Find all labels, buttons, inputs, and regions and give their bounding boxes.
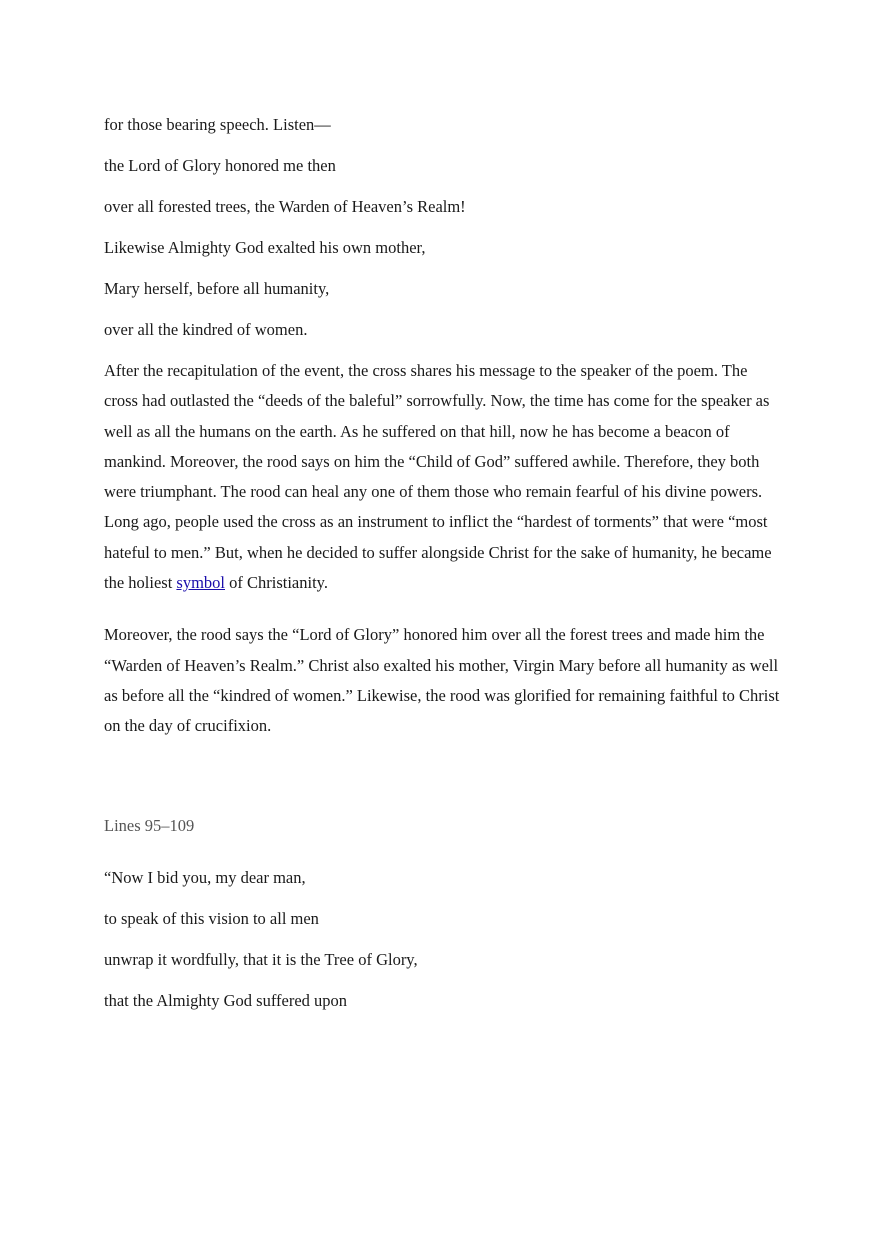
paragraph-text: of Christianity.	[225, 573, 328, 593]
analysis-paragraph-1	[104, 356, 784, 598]
verse-line: “Now I bid you, my dear man,	[104, 867, 306, 887]
section-heading: Lines 95–109	[104, 815, 195, 835]
verse-line: for those bearing speech. Listen—	[104, 115, 331, 134]
verse-line: over all the kindred of women.	[104, 320, 308, 339]
verse-line: to speak of this vision to all men	[104, 908, 319, 928]
verse-block-1	[104, 114, 784, 341]
verse-line: the Lord of Glory honored me then	[104, 156, 336, 175]
verse-line: unwrap it wordfully, that it is the Tree of Glory,	[104, 949, 418, 969]
symbol-link[interactable]: symbol	[176, 573, 225, 593]
verse-block-2	[104, 867, 784, 1012]
analysis-paragraph-2: Moreover, the rood says the “Lord of Glory” honored him over all the forest trees and made him the “Warden of Heaven’s Realm.” Christ also exalted his mother, Virgin Mary before all humanity as well as before all the “kindred of women.” Likewise, the rood was glorified for remaining faithful to Christ on the day of crucifixion.	[104, 625, 780, 736]
verse-line: Mary herself, before all humanity,	[104, 279, 330, 298]
document-page	[104, 114, 784, 1031]
verse-line: Likewise Almighty God exalted his own mother,	[104, 238, 426, 257]
verse-line: that the Almighty God suffered upon	[104, 990, 348, 1010]
verse-line: over all forested trees, the Warden of Heaven’s Realm!	[104, 197, 466, 216]
paragraph-text: After the recapitulation of the event, the cross shares his message to the speaker of the poem. The cross had outlasted the “deeds of the baleful” sorrowfully. Now, the time has come for the speaker as well as all the humans on the earth. As he suffered on that hill, now he has become a beacon of mankind. Moreover, the rood says on him the “Child of God” suffered awhile. Therefore, they both were triumphant. The rood can heal any one of them those who remain fearful of his divine powers. Long ago, people used the cross as an instrument to inflict the “hardest of torments” that were “most hateful to men.” But, when he decided to suffer alongside Christ for the sake of humanity, he became the holiest	[104, 361, 772, 593]
